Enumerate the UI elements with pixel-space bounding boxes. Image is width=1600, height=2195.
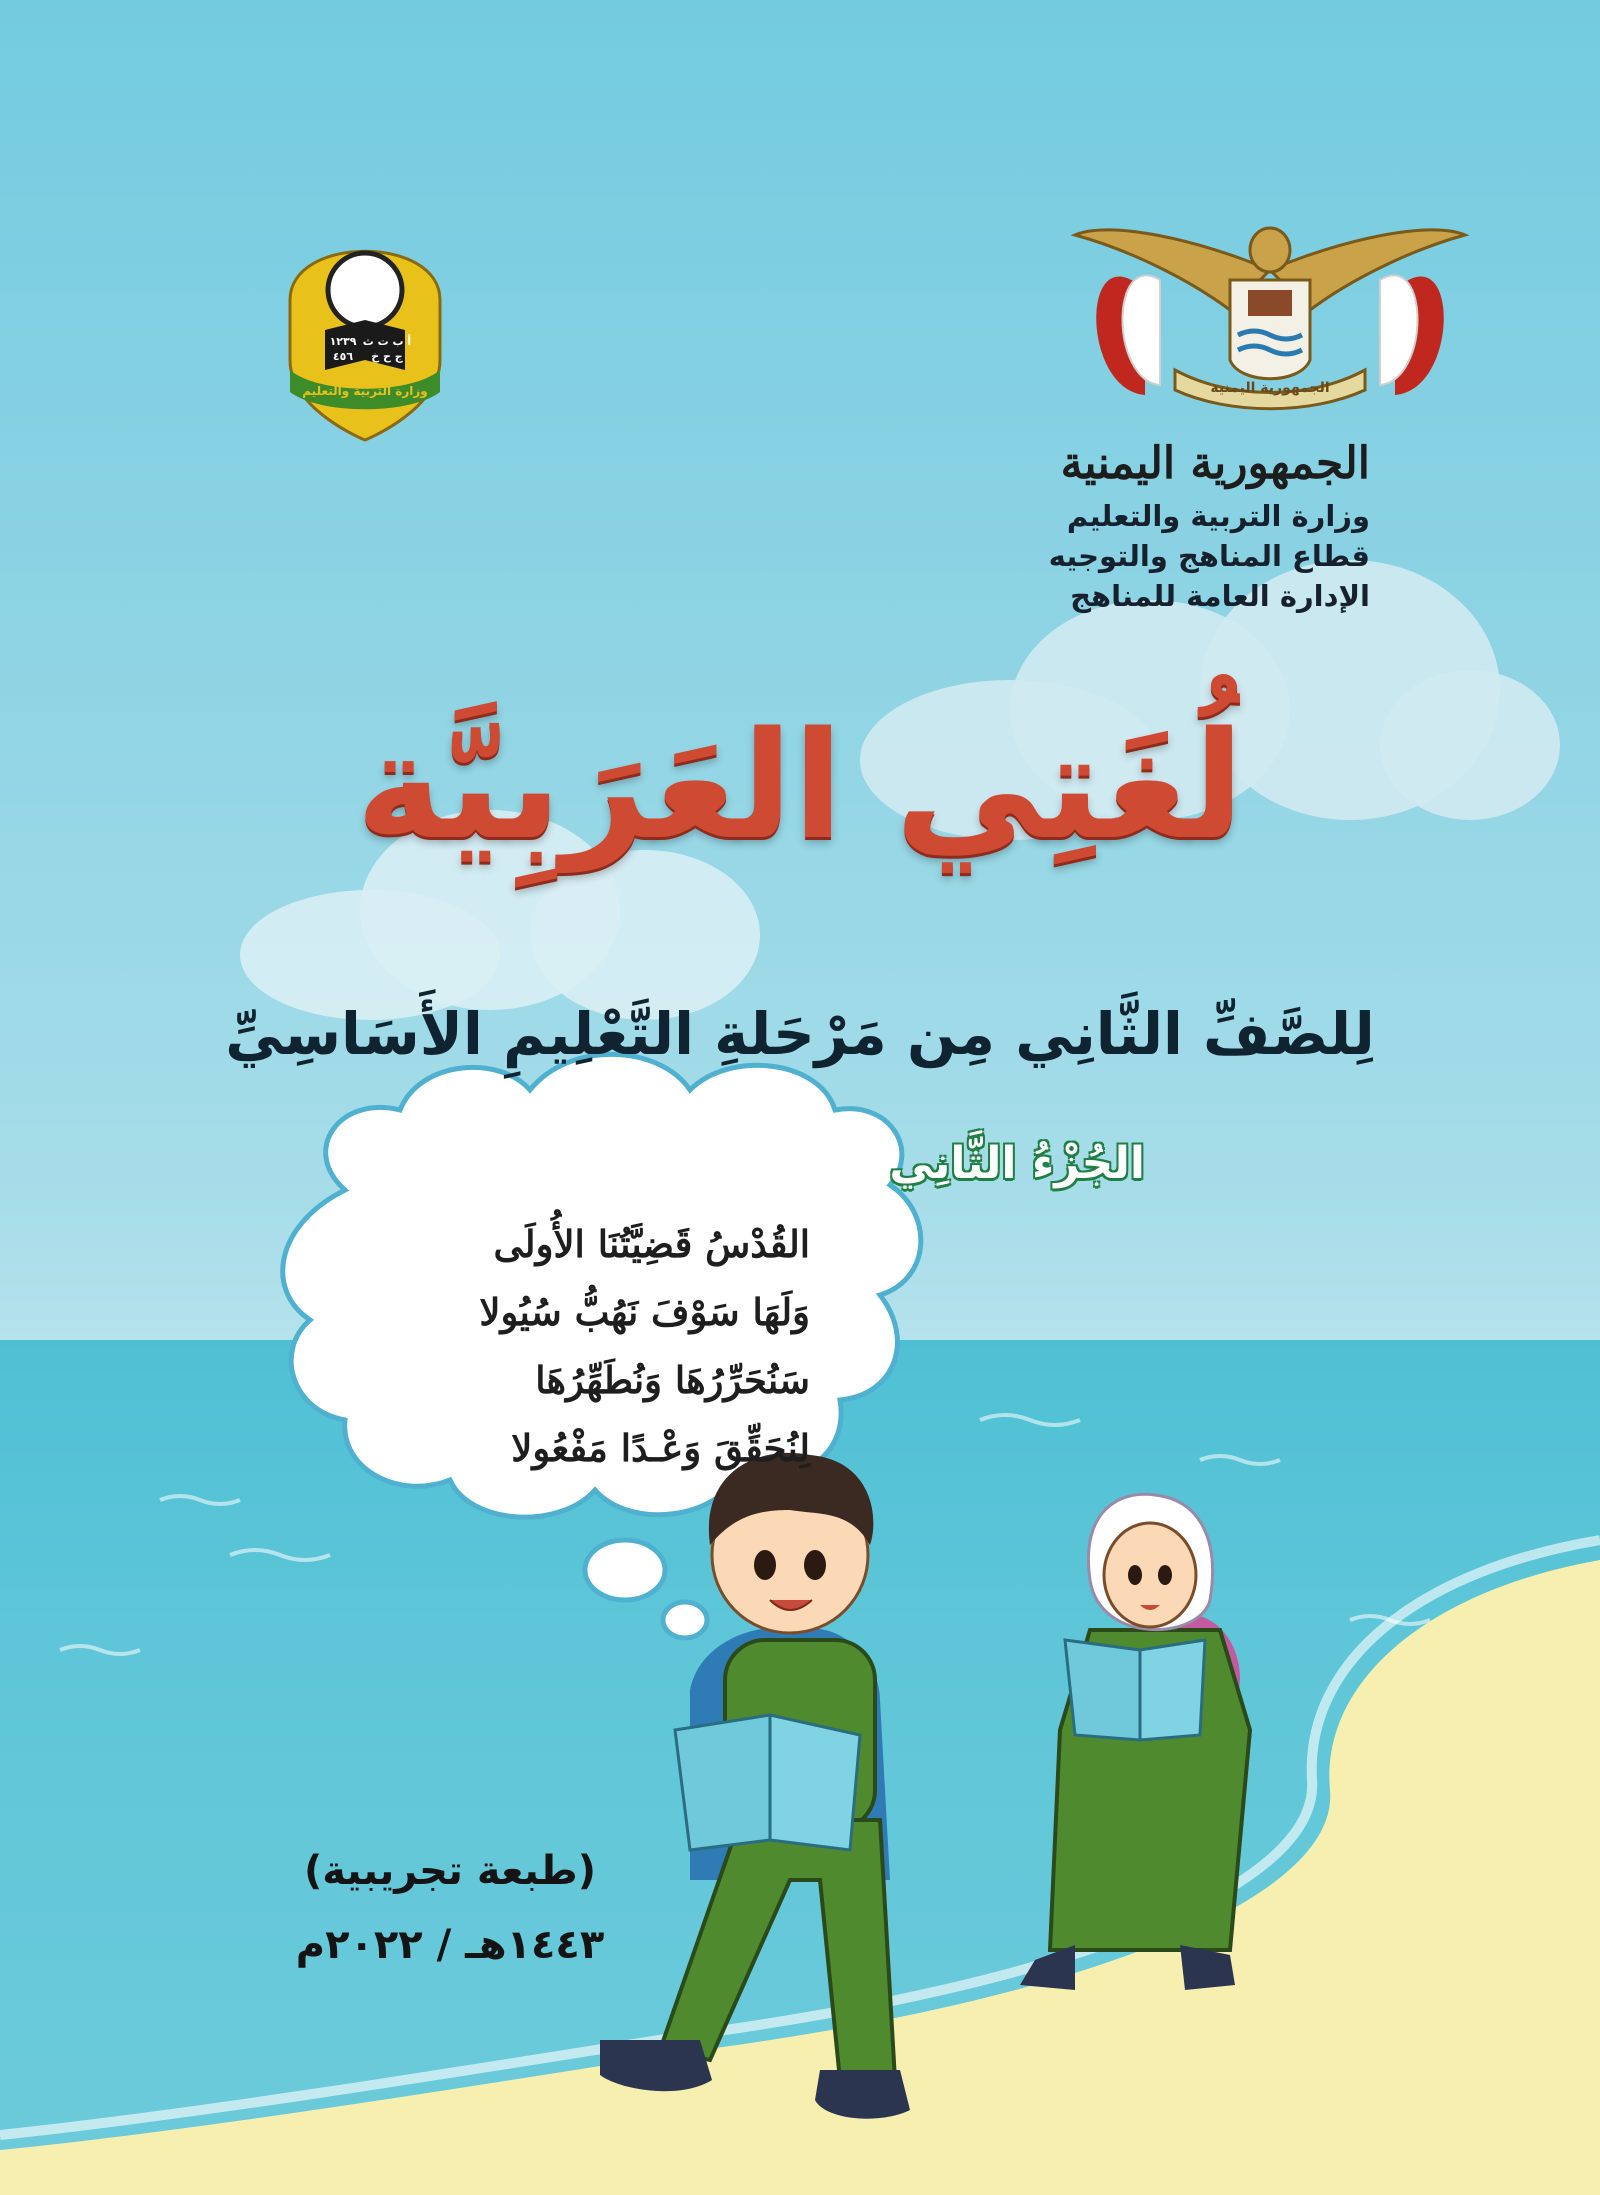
girl-character [1020,1494,1250,1990]
ministry-of-education-logo-icon [290,251,440,440]
yemen-eagle-emblem-icon [1075,228,1465,409]
emblem-ribbon-text: الجمهورية اليمنية [1210,380,1330,396]
book-subtitle: لِلصَّفِّ الثَّانِي مِن مَرْحَلةِ التَّعْلِيمِ الأَسَاسِيِّ [225,1000,1375,1068]
poem-line: لِنُحَقِّقَ وَعْـدًا مَفْعُولا [511,1426,810,1470]
poem-line: وَلَهَا سَوْفَ نَهُبُّ سُيُولا [479,1290,810,1334]
ministry-name: وزارة التربية والتعليم [1066,499,1370,533]
poem-line: القُدْسُ قَضِيَّتُنَا الأُولَى [493,1222,810,1266]
sector-name: قطاع المناهج والتوجيه [1048,539,1370,573]
logo-letters-bottom: ج ح خ [371,350,403,363]
logo-digits-top: ١٢٣٩ [329,335,357,348]
republic-name: الجمهورية اليمنية [1060,438,1370,489]
book-title: لُغَتِي العَرَبِيَّة [355,700,1245,872]
edition-label: (طبعة تجريبية) [304,1848,596,1894]
book-part: الجُزْءُ الثَّانِي [889,1138,1145,1189]
ministry-header [910,432,1370,616]
logo-digits-bottom: ٤٥٦ [332,350,354,363]
poem-line: سَنُحَرِّرُهَا وَنُطَهِّرُهَا [535,1358,810,1402]
publication-year: ١٤٤٣هـ / ٢٠٢٢م [295,1922,605,1968]
poem [290,1210,810,1482]
directorate-name: الإدارة العامة للمناهج [1070,579,1370,613]
logo-letters-top: أ ب ت ث [362,335,412,348]
logo-ribbon-text: وزارة التربية والتعليم [302,384,428,398]
